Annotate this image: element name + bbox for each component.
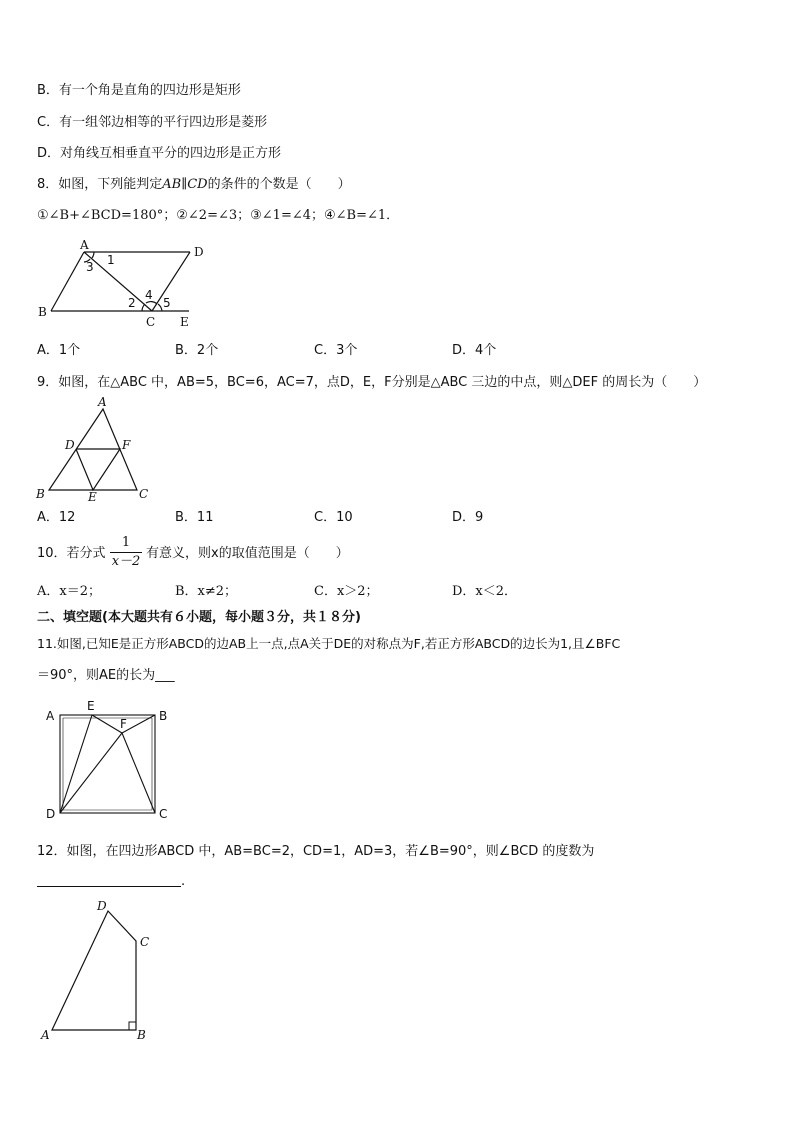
q11-label-b: B xyxy=(159,709,168,723)
q8-angle-2: 2 xyxy=(128,296,136,310)
q8-option-d: D．4个 xyxy=(452,343,497,358)
q7-option-c: C．有一组邻边相等的平行四边形是菱形 xyxy=(37,115,268,130)
q8-label-a: A xyxy=(80,238,89,252)
q8-stem-text: 8．如图，下列能判定 xyxy=(37,177,163,192)
q12-tail: . xyxy=(181,874,186,889)
q9-label-b: B xyxy=(36,487,45,501)
q11-stem-line1: 11.如图,已知E是正方形ABCD的边AB上一点,点A关于DE的对称点为F,若正方形ABCD的边长为1,且∠BFC xyxy=(37,636,621,651)
q8-option-c: C．3个 xyxy=(314,343,358,358)
q9-label-c: C xyxy=(139,487,149,501)
q12-label-d: D xyxy=(97,899,107,913)
q12-stem: 12．如图，在四边形ABCD 中，AB=BC=2，CD=1，AD=3，若∠B=90°，则∠BCD 的度数为 xyxy=(37,844,595,859)
q10-option-b: B．x≠2； xyxy=(175,584,238,599)
q9-option-a: A．12 xyxy=(37,510,76,525)
q12-label-a: A xyxy=(41,1028,50,1042)
q8-label-b: B xyxy=(38,305,47,319)
q9-label-a: A xyxy=(98,395,107,409)
q11-stem-line2: ＝90°，则AE的长为___ xyxy=(37,668,175,683)
q10-stem-pre: 10．若分式 xyxy=(37,546,106,561)
q8-label-e: E xyxy=(180,315,189,329)
q11-label-d: D xyxy=(46,807,56,821)
q9-option-b: B．11 xyxy=(175,510,214,525)
q9-stem: 9．如图，在△ABC 中，AB=5，BC=6，AC=7，点D，E，F分别是△ABC 三边的中点，则△DEF 的周长为（ ） xyxy=(37,375,707,390)
q10-stem-post: 有意义，则x的取值范围是（ ） xyxy=(146,546,349,561)
q9-label-e: E xyxy=(88,490,97,504)
q12-label-b: B xyxy=(137,1028,146,1042)
q8-stem-tail: 的条件的个数是（ ） xyxy=(207,177,351,192)
q9-label-f: F xyxy=(122,438,131,452)
q10-option-d: D．x＜2． xyxy=(452,584,518,599)
q8-angle-1: 1 xyxy=(107,253,115,267)
q9-option-d: D．9 xyxy=(452,510,484,525)
q11-label-f: F xyxy=(120,717,127,731)
q9-option-c: C．10 xyxy=(314,510,353,525)
q10-numerator: 1 xyxy=(121,535,131,550)
q12-label-c: C xyxy=(140,935,150,949)
q8-option-b: B．2个 xyxy=(175,343,219,358)
q8-label-c: C xyxy=(146,315,156,329)
q8-angle-5: 5 xyxy=(163,296,171,310)
q8-angle-3: 3 xyxy=(86,260,94,274)
q11-label-c: C xyxy=(159,807,168,821)
q11-label-e: E xyxy=(87,699,95,713)
q8-option-a: A．1个 xyxy=(37,343,81,358)
section2-heading: 二、填空题(本大题共有６小题，每小题３分，共１８分) xyxy=(37,610,361,625)
q10-option-c: C．x＞2； xyxy=(314,584,379,599)
q7-option-d: D．对角线互相垂直平分的四边形是正方形 xyxy=(37,146,282,161)
q8-angle-4: 4 xyxy=(145,288,153,302)
q8-label-d: D xyxy=(194,245,204,259)
q9-label-d: D xyxy=(65,438,75,452)
q10-option-a: A．x＝2； xyxy=(37,584,101,599)
q8-stem-parallel: AB∥CD xyxy=(162,177,208,192)
q8-conditions: ①∠B+∠BCD=180°；②∠2=∠3；③∠1=∠4；④∠B=∠1． xyxy=(37,208,400,223)
q10-denominator: x－2 xyxy=(111,554,141,569)
q11-label-a: A xyxy=(46,709,55,723)
q7-option-b: B．有一个角是直角的四边形是矩形 xyxy=(37,83,241,98)
